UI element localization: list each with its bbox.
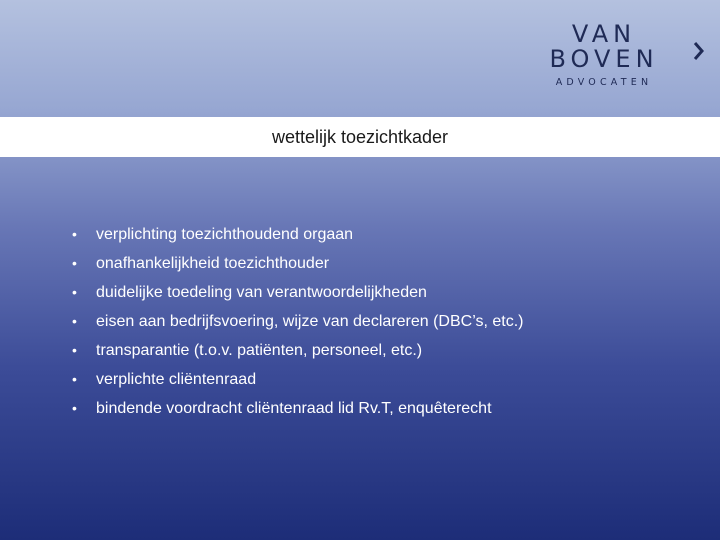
chevron-right-icon[interactable] bbox=[690, 38, 708, 64]
bullet-item bbox=[72, 336, 523, 365]
bullet-list bbox=[72, 220, 523, 423]
bullet-dot-icon: • bbox=[72, 284, 77, 300]
bullet-text: verplichting toezichthoudend orgaan bbox=[96, 226, 354, 243]
bullet-item bbox=[72, 394, 523, 423]
bullet-text: duidelijke toedeling van verantwoordelijkheden bbox=[96, 284, 427, 301]
bullet-dot-icon: • bbox=[72, 371, 77, 387]
bullet-text: onafhankelijkheid toezichthouder bbox=[96, 255, 330, 272]
bullet-dot-icon: • bbox=[72, 400, 77, 416]
bullet-item bbox=[72, 249, 523, 278]
bullet-item bbox=[72, 278, 523, 307]
logo-subtitle: ADVOCATEN bbox=[555, 77, 653, 88]
bullet-text: eisen aan bedrijfsvoering, wijze van declareren (DBC’s, etc.) bbox=[96, 313, 524, 330]
bullet-text: bindende voordracht cliëntenraad lid Rv.T, enquêterecht bbox=[96, 400, 492, 417]
logo-line-2: BOVEN bbox=[549, 45, 659, 73]
bullet-item bbox=[72, 307, 523, 336]
title-band bbox=[0, 117, 720, 157]
logo-line-1: VAN bbox=[571, 20, 637, 48]
bullet-item bbox=[72, 365, 523, 394]
bullet-text: transparantie (t.o.v. patiënten, personeel, etc.) bbox=[96, 342, 423, 359]
bullet-dot-icon: • bbox=[72, 226, 77, 242]
bullet-dot-icon: • bbox=[72, 255, 77, 271]
bullet-dot-icon: • bbox=[72, 313, 77, 329]
bullet-dot-icon: • bbox=[72, 342, 77, 358]
slide-title: wettelijk toezichtkader bbox=[271, 127, 449, 147]
bullet-item bbox=[72, 220, 523, 249]
company-logo bbox=[548, 22, 660, 88]
bullet-text: verplichte cliëntenraad bbox=[96, 371, 257, 388]
